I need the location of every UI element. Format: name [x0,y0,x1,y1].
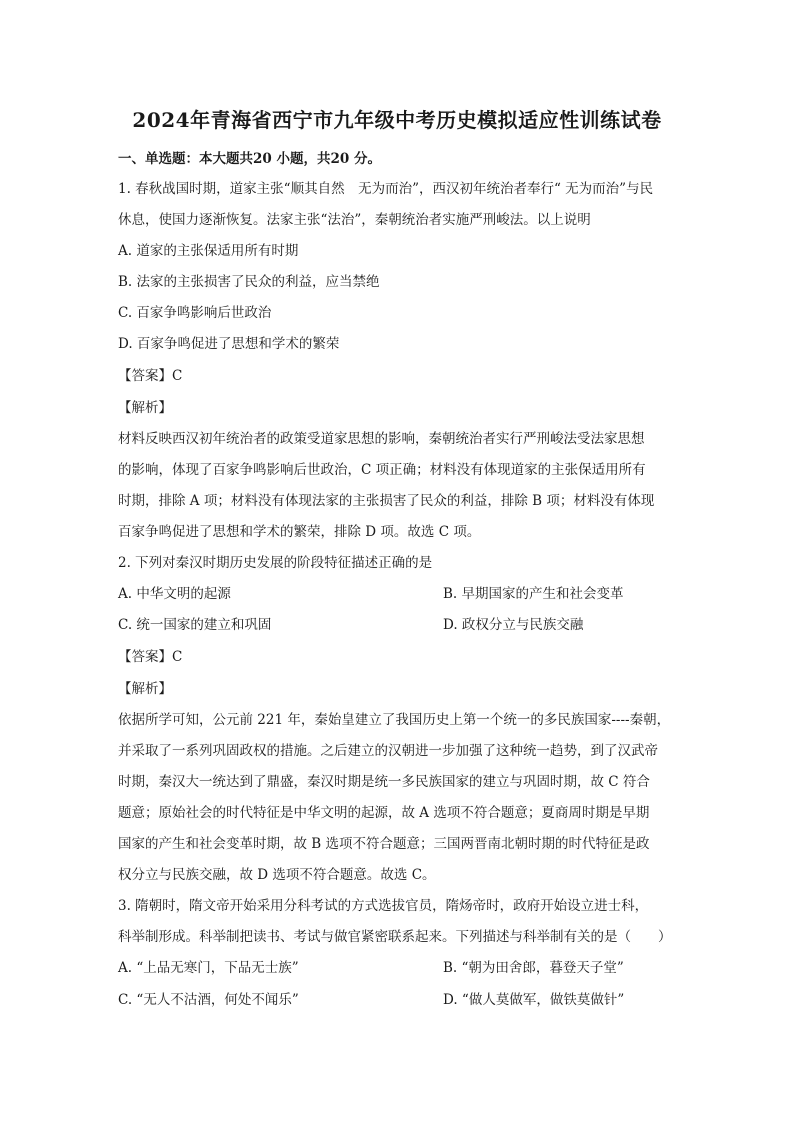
q3-option-b: B. “朝为田舍郎，暮登天子堂” [443,960,624,976]
q3-option-d: D. “做人莫做军，做铁莫做针” [443,992,625,1008]
q1-option-a: A. 道家的主张保适用所有时期 [118,243,299,259]
q1-option-d: D. 百家争鸣促进了思想和学术的繁荣 [118,336,340,352]
page-title: 2024年青海省西宁市九年级中考历史模拟适应性训练试卷 [132,108,662,132]
q2-analysis-line: 时期，秦汉大一统达到了鼎盛，秦汉时期是统一多民族国家的建立与巩固时期，故 C 符合 [118,774,650,790]
q2-analysis-label: 【解析】 [118,681,172,697]
q1-analysis-line: 时期，排除 A 项；材料没有体现法家的主张损害了民众的利益，排除 B 项；材料没有体现 [118,493,655,509]
q3-option-a: A. “上品无寒门，下品无士族” [118,960,299,976]
q1-option-b: B. 法家的主张损害了民众的利益，应当禁绝 [118,274,380,290]
q3-stem-line1: 3. 隋朝时，隋文帝开始采用分科考试的方式选拔官员，隋炀帝时，政府开始设立进士科， [118,898,649,914]
q1-stem-line1: 1. 春秋战国时期，道家主张“顺其自然 无为而治”，西汉初年统治者奉行“ 无为而治”与民 [118,181,654,197]
q1-analysis-line: 百家争鸣促进了思想和学术的繁荣，排除 D 项。故选 C 项。 [118,524,481,540]
q2-answer: 【答案】C [118,649,183,665]
q2-option-b: B. 早期国家的产生和社会变革 [443,586,624,602]
section-heading: 一、单选题：本大题共20 小题，共20 分。 [118,151,381,167]
q1-analysis-line: 的影响，体现了百家争鸣影响后世政治，C 项正确；材料没有体现道家的主张保适用所有 [118,462,646,478]
q2-analysis-line: 依据所学可知，公元前 221 年，秦始皇建立了我国历史上第一个统一的多民族国家----秦朝， [118,712,671,728]
q3-option-c: C. “无人不沽酒，何处不闻乐” [118,992,299,1008]
q2-option-c: C. 统一国家的建立和巩固 [118,617,272,633]
q2-analysis-line: 国家的产生和社会变革时期，故 B 选项不符合题意；三国两晋南北朝时期的时代特征是政 [118,836,650,852]
q2-option-d: D. 政权分立与民族交融 [443,617,584,633]
q2-option-a: A. 中华文明的起源 [118,586,231,602]
q2-analysis-line: 题意；原始社会的时代特征是中华文明的起源，故 A 选项不符合题意；夏商周时期是早期 [118,805,650,821]
q1-analysis-line: 材料反映西汉初年统治者的政策受道家思想的影响，秦朝统治者实行严刑峻法受法家思想 [118,431,645,447]
q1-stem-line2: 休息，使国力逐渐恢复。法家主张“法治”，秦朝统治者实施严刑峻法。以上说明 [118,212,591,228]
q1-analysis-label: 【解析】 [118,400,172,416]
q2-stem: 2. 下列对秦汉时期历史发展的阶段特征描述正确的是 [118,555,433,571]
q2-analysis-line: 权分立与民族交融，故 D 选项不符合题意。故选 C。 [118,867,436,883]
q1-answer: 【答案】C [118,368,183,384]
q1-option-c: C. 百家争鸣影响后世政治 [118,305,272,321]
q2-analysis-line: 并采取了一系列巩固政权的措施。之后建立的汉朝进一步加强了这种统一趋势，到了汉武帝 [118,743,658,759]
q3-stem-line2: 科举制形成。科举制把读书、考试与做官紧密联系起来。下列描述与科举制有关的是（ ） [118,929,672,945]
